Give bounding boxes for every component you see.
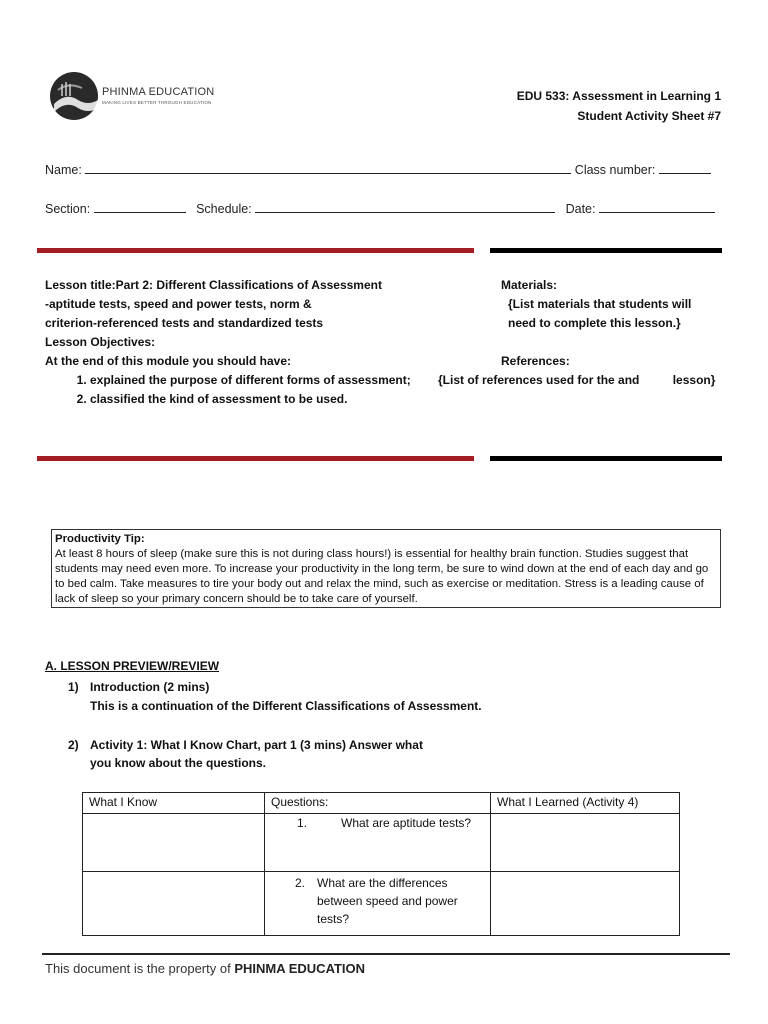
materials-line2: need to complete this lesson.}	[508, 316, 681, 330]
divider-red-bottom	[37, 456, 474, 461]
header-what-i-learned: What I Learned (Activity 4)	[491, 793, 680, 814]
question-number: 2.	[295, 876, 306, 890]
section-field[interactable]	[94, 200, 186, 213]
class-number-field[interactable]	[659, 161, 711, 174]
tip-title: Productivity Tip:	[55, 533, 145, 545]
table-row	[83, 814, 680, 872]
item2-line2: you know about the questions.	[90, 756, 267, 770]
footer-owner: PHINMA EDUCATION	[234, 961, 366, 976]
footer	[45, 961, 365, 976]
footer-text: This document is the property of	[45, 961, 231, 976]
item1-number: 1)	[68, 680, 79, 694]
date-field[interactable]	[599, 200, 715, 213]
schedule-field[interactable]	[255, 200, 555, 213]
table-row	[83, 872, 680, 936]
item2-line1: Activity 1: What I Know Chart, part 1 (3 mins) Answer what	[90, 738, 423, 752]
objective-item: 1. explained the purpose of different forms of assessment;	[90, 371, 465, 390]
logo-name: PHINMA EDUCATION	[102, 86, 215, 98]
course-title: EDU 533: Assessment in Learning 1	[516, 89, 721, 103]
question-text: What are the differences between speed and power tests?	[317, 876, 458, 926]
section-label: Section:	[45, 202, 91, 216]
section-row	[45, 200, 715, 216]
lesson-title-line3: criterion-referenced tests and standardized tests	[45, 316, 324, 330]
lesson-info	[45, 276, 465, 409]
productivity-tip-box	[51, 529, 721, 608]
item1-text: This is a continuation of the Different Classifications of Assessment.	[90, 699, 482, 713]
what-i-learned-cell[interactable]	[491, 814, 680, 872]
what-i-learned-cell[interactable]	[491, 872, 680, 936]
divider-red-top	[37, 248, 474, 253]
class-number-label: Class number:	[574, 163, 656, 177]
name-label: Name:	[45, 163, 82, 177]
question-number: 1.	[297, 816, 308, 830]
references-line: {List of references used for the and lesson}	[438, 373, 716, 387]
table-header-row	[83, 793, 680, 814]
item1-title: Introduction (2 mins)	[90, 680, 210, 694]
footer-divider	[42, 953, 730, 955]
question-cell	[265, 872, 491, 936]
divider-black-bottom	[490, 456, 722, 461]
header-what-i-know: What I Know	[83, 793, 265, 814]
date-label: Date:	[565, 202, 596, 216]
course-header	[517, 86, 721, 126]
objectives-heading: Lesson Objectives:	[45, 335, 156, 349]
tip-body: At least 8 hours of sleep (make sure this is not during class hours!) is essential for healthy brain function. Studies suggest that students may need even more. To increase your productivity in the long term, be sure to wind down at the end of each day and go to bed calm. Take measures to tire your body out and relax the mind, such as exercise or meditation. Stress is a leading cause of lack of sleep so your primary concern should be to take care of yourself.	[55, 548, 709, 605]
references-heading: References:	[501, 354, 570, 368]
what-i-know-cell[interactable]	[83, 814, 265, 872]
phinma-logo-icon	[48, 70, 104, 126]
objectives-intro: At the end of this module you should have:	[45, 354, 292, 368]
schedule-label: Schedule:	[196, 202, 252, 216]
materials-line1: {List materials that students will	[508, 297, 692, 311]
item2-number: 2)	[68, 738, 79, 752]
lesson-title-line1: Lesson title:Part 2: Different Classifications of Assessment	[45, 278, 382, 292]
materials-heading: Materials:	[501, 278, 558, 292]
name-row	[45, 161, 711, 177]
section-a-heading: A. LESSON PREVIEW/REVIEW	[45, 659, 220, 673]
header-questions: Questions:	[265, 793, 491, 814]
sheet-title: Student Activity Sheet #7	[577, 109, 721, 123]
lesson-title-line2: -aptitude tests, speed and power tests, norm &	[45, 297, 312, 311]
question-cell	[265, 814, 491, 872]
what-i-know-cell[interactable]	[83, 872, 265, 936]
objective-item: 2. classified the kind of assessment to be used.	[90, 390, 465, 409]
question-text: What are aptitude tests?	[341, 816, 472, 830]
objectives-list	[45, 371, 465, 409]
name-field[interactable]	[85, 161, 571, 174]
what-i-know-table	[82, 792, 680, 936]
divider-black-top	[490, 248, 722, 253]
logo-tagline: MAKING LIVES BETTER THROUGH EDUCATION	[102, 100, 212, 105]
